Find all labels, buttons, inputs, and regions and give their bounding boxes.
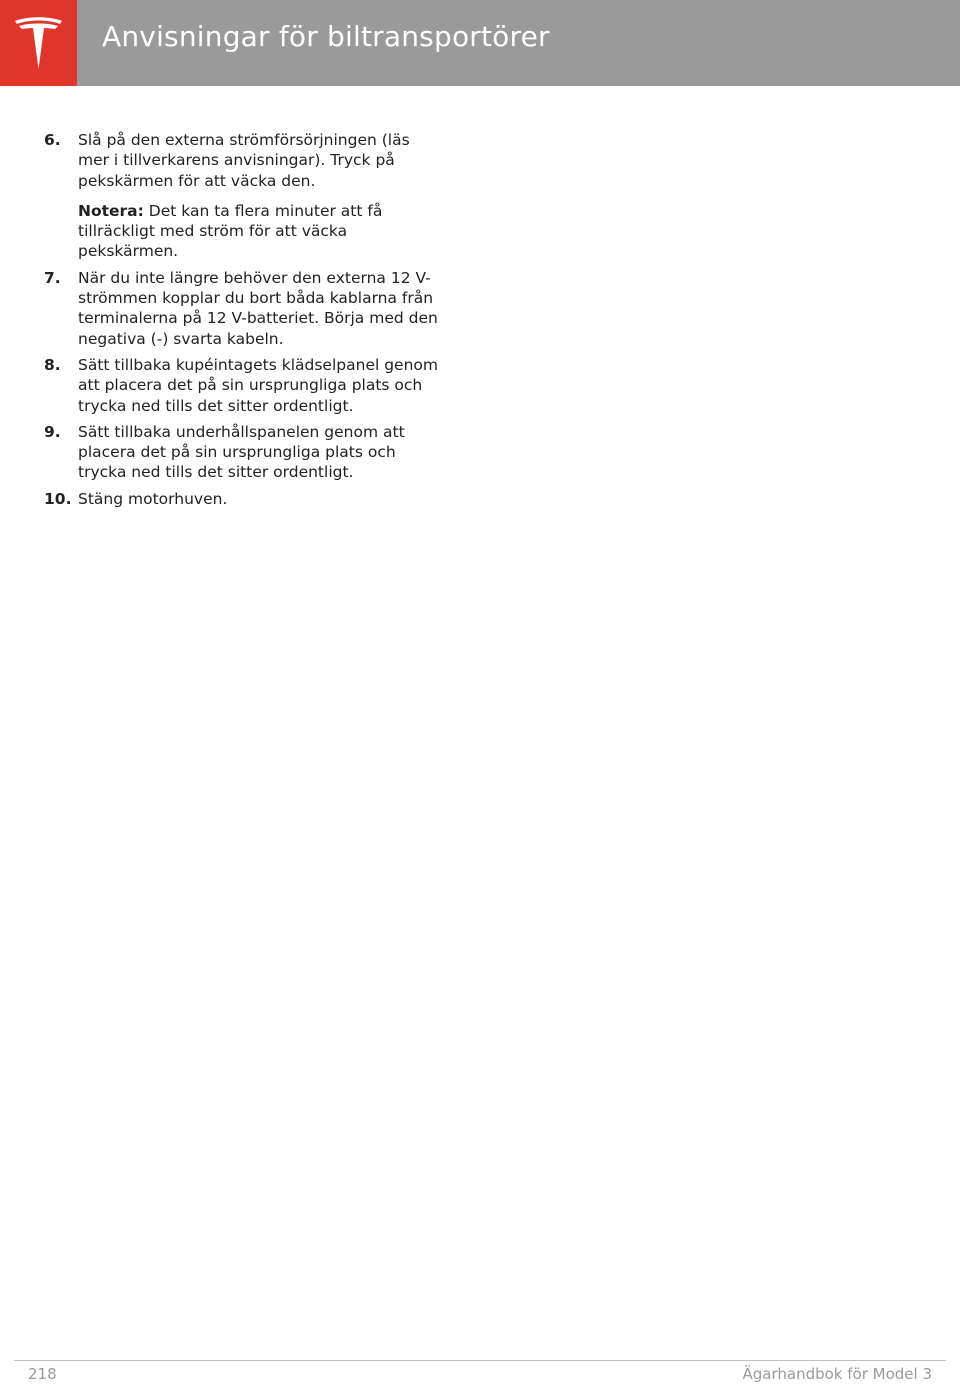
tesla-logo-icon	[13, 15, 64, 71]
list-item	[44, 355, 444, 416]
note-label: Notera:	[78, 201, 144, 220]
step-text: Sätt tillbaka kupéintagets klädselpanel genom att placera det på sin ursprungliga plats och trycka ned tills det sitter ordentligt.	[78, 355, 438, 415]
page-number: 218	[28, 1365, 57, 1383]
step-number: 7.	[44, 268, 61, 287]
page-header	[0, 0, 960, 86]
step-number: 6.	[44, 131, 61, 149]
list-item	[44, 130, 444, 262]
footer-title: Ägarhandbok för Model 3	[742, 1365, 932, 1383]
step-text: När du inte längre behöver den externa 12 V-strömmen kopplar du bort båda kablarna från terminalerna på 12 V-batteriet. Börja med den negativa (-) svarta kabeln.	[78, 268, 438, 348]
step-number: 10.	[44, 489, 72, 508]
footer-divider	[14, 1360, 946, 1361]
list-item	[44, 489, 444, 509]
step-number: 8.	[44, 355, 61, 374]
tesla-logo	[0, 0, 77, 86]
step-text: Slå på den externa strömförsörjningen (läs mer i tillverkarens anvisningar). Tryck på pekskärmen för att väcka den.	[78, 131, 410, 190]
step-text: Sätt tillbaka underhållspanelen genom att placera det på sin ursprungliga plats och trycka ned tills det sitter ordentligt.	[78, 422, 405, 482]
note-text: Det kan ta flera minuter att få tillräckligt med ström för att väcka pekskärmen.	[78, 201, 383, 261]
note	[78, 201, 444, 262]
list-item	[44, 268, 444, 349]
step-text: Stäng motorhuven.	[78, 489, 228, 508]
page-title: Anvisningar för biltransportörer	[102, 20, 550, 53]
list-item	[44, 422, 444, 483]
step-number: 9.	[44, 422, 61, 441]
instruction-list	[44, 130, 444, 515]
